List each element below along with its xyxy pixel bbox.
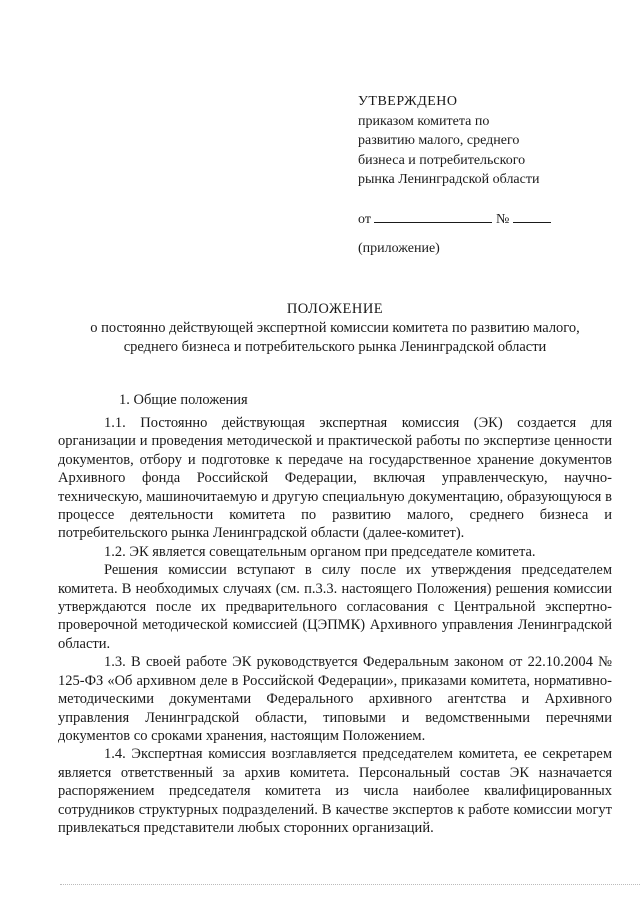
approval-line: развитию малого, среднего (358, 133, 520, 148)
paragraph: 1.4. Экспертная комиссия возглавляется председателем комитета, ее секретарем является ответственный за архив комитета. Персональный состав ЭК назначается распоряжением председателя комитета из числа наиболее квалифицированных сотрудников структурных подразделений. В качестве экспертов к работе комиссии могут привлекаться представители любых сторонних организаций. (58, 746, 612, 836)
appendix-note: (приложение) (358, 241, 440, 256)
paragraph: 1.1. Постоянно действующая экспертная комиссия (ЭК) создается для организации и проведения методической и практической работы по экспертизе ценности документов, отбору и подготовке к передаче на государственное хранение документов Архивного фонда Российской Федерации, включая управленческую, научно-техническую, машиночитаемую и другую специальную документацию, образующуюся в процессе деятельности комитета по развитию малого, среднего бизнеса и потребительского рынка Ленинградской области (далее-комитет). (58, 415, 612, 542)
number-sign: № (495, 211, 510, 227)
document-title (60, 300, 610, 357)
title-line: ПОЛОЖЕНИЕ (286, 301, 384, 317)
date-prefix: от (358, 211, 371, 227)
date-blank (374, 211, 492, 223)
spacer (358, 190, 608, 210)
spacer (358, 229, 608, 239)
approval-line: бизнеса и потребительского (358, 152, 526, 168)
approval-line: приказом комитета по (358, 113, 490, 129)
paragraph: 1.3. В своей работе ЭК руководствуется Федеральным законом от 22.10.2004 № 125-ФЗ «Об архивном деле в Российской Федерации», приказами комитета, нормативно-методическими документами Федерального архивного агентства и Архивного управления Ленинградской области, типовыми и ведомственными перечнями документов со сроками хранения, настоящим Положением. (58, 654, 612, 744)
approval-line: рынка Ленинградской области (358, 172, 540, 187)
title-line: среднего бизнеса и потребительского рынка Ленинградской области (123, 339, 547, 355)
title-line: о постоянно действующей экспертной комиссии комитета по развитию малого, (90, 320, 580, 336)
approval-stamp (358, 92, 608, 259)
scan-edge-line (60, 884, 640, 885)
approval-heading: УТВЕРЖДЕНО (358, 94, 458, 109)
approval-date-number-line (358, 210, 608, 230)
paragraph: 1.2. ЭК является совещательным органом при председателе комитета. (104, 543, 536, 560)
section-heading: 1. Общие положения (119, 392, 248, 408)
paragraph: Решения комиссии вступают в силу после их утверждения председателем комитета. В необходимых случаях (см. п.3.3. настоящего Положения) решения комиссии утверждаются после их предварительного согласования с Центральной экспертно-проверочной методической комиссией (ЦЭПМК) Архивного управления Ленинградской области. (58, 562, 612, 652)
number-blank (513, 211, 551, 223)
document-body (58, 414, 612, 837)
